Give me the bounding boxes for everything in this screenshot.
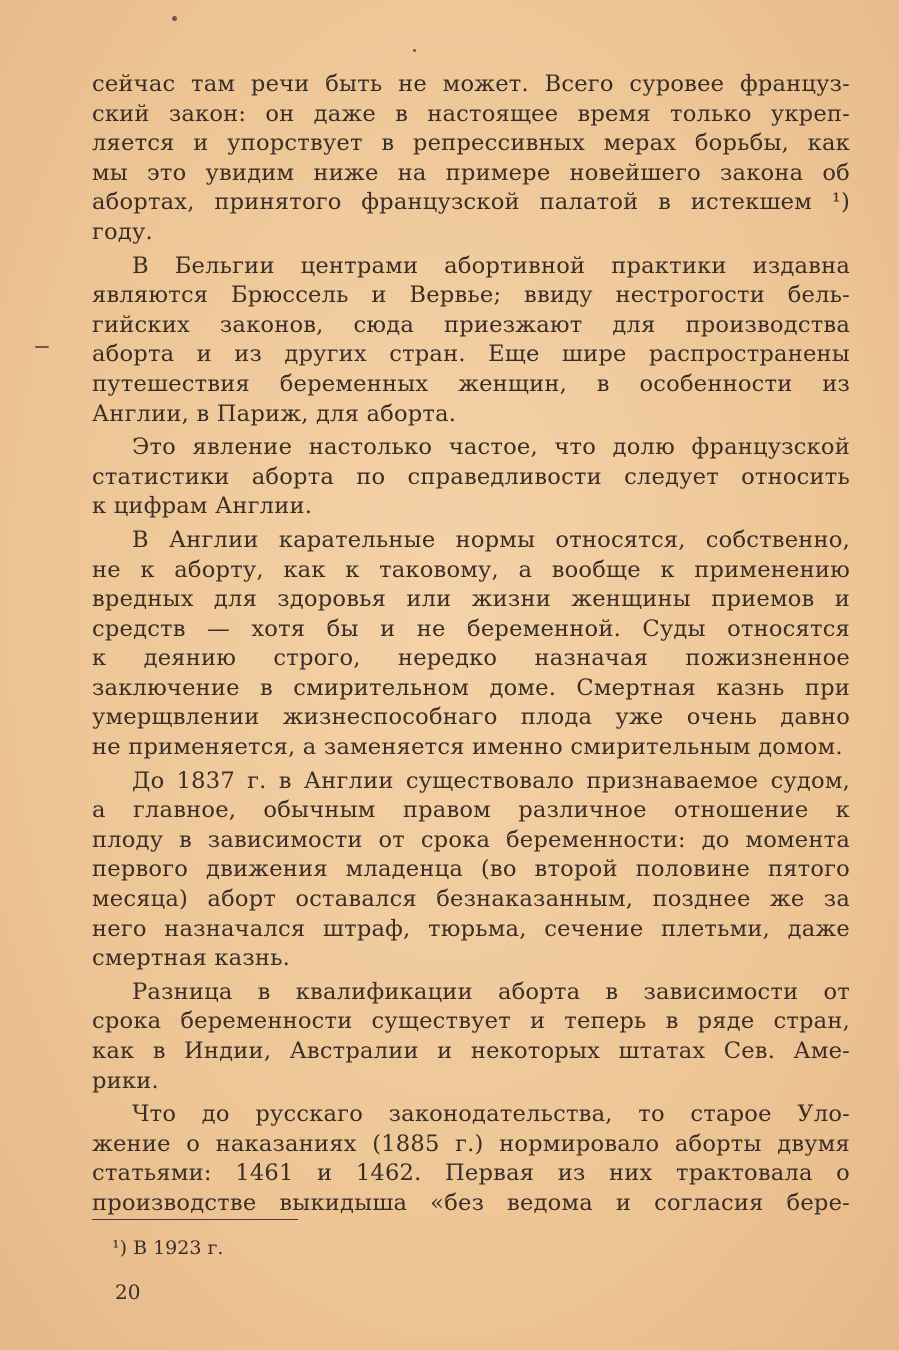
text-line: не к аборту, как к таковому, а вообще к применению: [92, 556, 850, 583]
text-line: ляется и упорствует в репрессивных мерах борьбы, как: [92, 130, 850, 157]
text-line: средств — хотя бы и не беременной. Суды относятся: [92, 615, 850, 642]
paper-speck: [35, 346, 49, 348]
text-line: вредных для здоровья или жизни женщины приемов и: [92, 586, 850, 613]
text-line: являются Брюссель и Вервье; ввиду нестрогости бель-: [92, 282, 850, 309]
paragraph: [92, 767, 850, 974]
text-line: аборта и из других стран. Еще шире распространены: [92, 341, 850, 368]
text-line: жение о наказаниях (1885 г.) нормировало аборты двумя: [92, 1130, 850, 1157]
text-line: До 1837 г. в Англии существовало признаваемое судом,: [132, 767, 850, 794]
text-line: к цифрам Англии.: [92, 493, 313, 520]
footnote: ¹) В 1923 г.: [112, 1237, 224, 1259]
text-line: мы это увидим ниже на примере новейшего закона об: [92, 159, 850, 186]
paragraph: [92, 526, 850, 763]
text-line: плоду в зависимости от срока беременности: до момента: [92, 826, 850, 853]
text-line: производстве выкидыша «без ведома и согласия бере-: [92, 1189, 850, 1216]
text-line: году.: [92, 218, 153, 245]
text-line: первого движения младенца (во второй половине пятого: [92, 856, 850, 883]
paper-speck: [413, 49, 416, 52]
text-line: не применяется, а заменяется именно смирительным домом.: [92, 734, 843, 761]
text-line: В Бельгии центрами абортивной практики издавна: [132, 252, 850, 279]
text-line: ский закон: он даже в настоящее время только укреп-: [92, 100, 850, 127]
text-line: сейчас там речи быть не может. Всего суровее француз-: [92, 71, 850, 97]
text-line: статистики аборта по справедливости следует относить: [92, 463, 850, 490]
text-line: срока беременности существует и теперь в ряде стран,: [92, 1008, 850, 1035]
paragraph: [92, 1100, 850, 1218]
text-line: гийских законов, сюда приезжают для производства: [92, 311, 850, 338]
paragraph: [92, 433, 850, 522]
text-line: к деянию строго, нередко назначая пожизненное: [92, 645, 850, 672]
text-line: Разница в квалификации аборта в зависимости от: [132, 978, 850, 1005]
page-number: 20: [115, 1280, 141, 1304]
text-line: умерщвлении жизнеспособнаго плода уже очень давно: [92, 704, 850, 731]
footnote-rule: [92, 1219, 298, 1220]
text-line: В Англии карательные нормы относятся, собственно,: [132, 526, 850, 553]
text-line: путешествия беременных женщин, в особенности из: [92, 370, 850, 397]
paragraph: [92, 70, 850, 248]
text-line: Что до русскаго законодательства, то старое Уло-: [132, 1101, 850, 1128]
text-line: как в Индии, Австралии и некоторых штатах Сев. Аме-: [92, 1038, 850, 1064]
text-line: него назначался штраф, тюрьма, сечение плетьми, даже: [92, 915, 850, 942]
text-line: а главное, обычным правом различное отношение к: [92, 797, 850, 824]
page-body: [92, 70, 850, 1219]
paper-speck: [172, 16, 177, 21]
text-line: месяца) аборт оставался безнаказанным, позднее же за: [92, 886, 850, 913]
text-line: заключение в смирительном доме. Смертная казнь при: [92, 674, 850, 701]
text-line: рики.: [92, 1067, 159, 1094]
paragraph: [92, 252, 850, 430]
text-line: статьями: 1461 и 1462. Первая из них трактовала о: [92, 1160, 850, 1187]
text-line: абортах, принятого французской палатой в истекшем ¹): [92, 189, 850, 216]
paragraph: [92, 978, 850, 1096]
text-line: Это явление настолько частое, что долю французской: [132, 434, 850, 461]
text-line: смертная казнь.: [92, 945, 290, 972]
text-line: Англии, в Париж, для аборта.: [92, 400, 457, 427]
